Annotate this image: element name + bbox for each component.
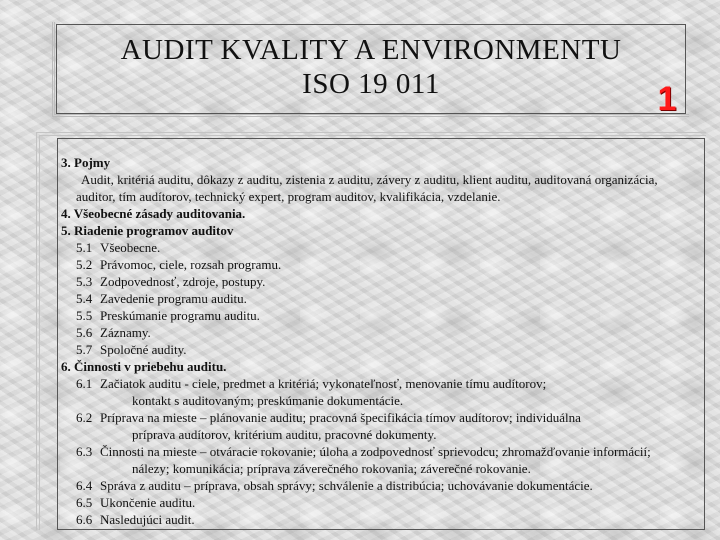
item-number: 5.3 [76,274,93,289]
list-item [61,239,704,256]
section-3-heading: 3. Pojmy [61,155,111,170]
list-item-continuation: nálezy; komunikácia; príprava záverečného rokovania; záverečné rokovanie. [132,461,531,476]
section-3-text: Audit, kritériá auditu, dôkazy z auditu, zistenia z auditu, závery z auditu, klient auditu, auditovaná organizácia, [81,172,658,187]
item-text: Nasledujúci audit. [100,512,195,527]
item-text: Zodpovednosť, zdroje, postupy. [100,274,266,289]
item-text: Činnosti na mieste – otváracie rokovanie; úloha a zodpovednosť sprievodcu; zhromažďovanie informácií; [100,444,651,459]
item-number: 6.4 [76,478,93,493]
section-3-text: auditor, tím audítorov, technický expert, program auditov, kvalifikácia, vzdelanie. [76,189,501,204]
list-item-continuation: kontakt s auditovaným; preskúmanie dokumentácie. [132,393,404,408]
list-item [61,324,704,341]
item-text: Preskúmanie programu auditu. [100,308,260,323]
item-text: Spoločné audity. [100,342,187,357]
item-number: 5.7 [76,342,93,357]
slide-number-badge: 1 [657,80,677,118]
list-item [61,375,704,392]
list-item [61,307,704,324]
list-item [61,341,704,358]
item-text: Právomoc, ciele, rozsah programu. [100,257,282,272]
section-6-list [61,375,704,528]
list-item-continuation: príprava audítorov, kritérium auditu, pracovné dokumenty. [132,427,437,442]
item-number: 5.2 [76,257,93,272]
item-number: 5.4 [76,291,93,306]
item-number: 5.5 [76,308,93,323]
item-text: Všeobecne. [100,240,161,255]
title-box [56,24,686,118]
item-number: 5.1 [76,240,93,255]
list-item [61,443,704,460]
item-number: 6.6 [76,512,93,527]
section-5-heading: 5. Riadenie programov auditov [61,223,234,238]
list-item [61,477,704,494]
item-number: 6.1 [76,376,93,391]
slide-subtitle: ISO 19 011 [302,68,440,100]
item-number: 5.6 [76,325,93,340]
item-number: 6.3 [76,444,93,459]
section-4-heading: 4. Všeobecné zásady auditovania. [61,206,246,221]
list-item [61,511,704,528]
item-text: Správa z auditu – príprava, obsah správy; schválenie a distribúcia; uchovávanie dokumentácie. [100,478,593,493]
list-item [61,290,704,307]
list-item [61,409,704,426]
item-text: Ukončenie auditu. [100,495,196,510]
list-item [61,256,704,273]
item-text: Záznamy. [100,325,151,340]
item-number: 6.2 [76,410,93,425]
item-number: 6.5 [76,495,93,510]
list-item [61,494,704,511]
section-6-heading: 6. Činnosti v priebehu auditu. [61,359,227,374]
list-item [61,273,704,290]
content-box [57,138,705,530]
section-5-list [61,239,704,358]
item-text: Zavedenie programu auditu. [100,291,247,306]
slide-title: AUDIT KVALITY A ENVIRONMENTU [120,34,622,66]
item-text: Začiatok auditu - ciele, predmet a kritériá; vykonateľnosť, menovanie tímu audítorov; [100,376,547,391]
item-text: Príprava na mieste – plánovanie auditu; pracovná špecifikácia tímov audítorov; individuálna [100,410,581,425]
